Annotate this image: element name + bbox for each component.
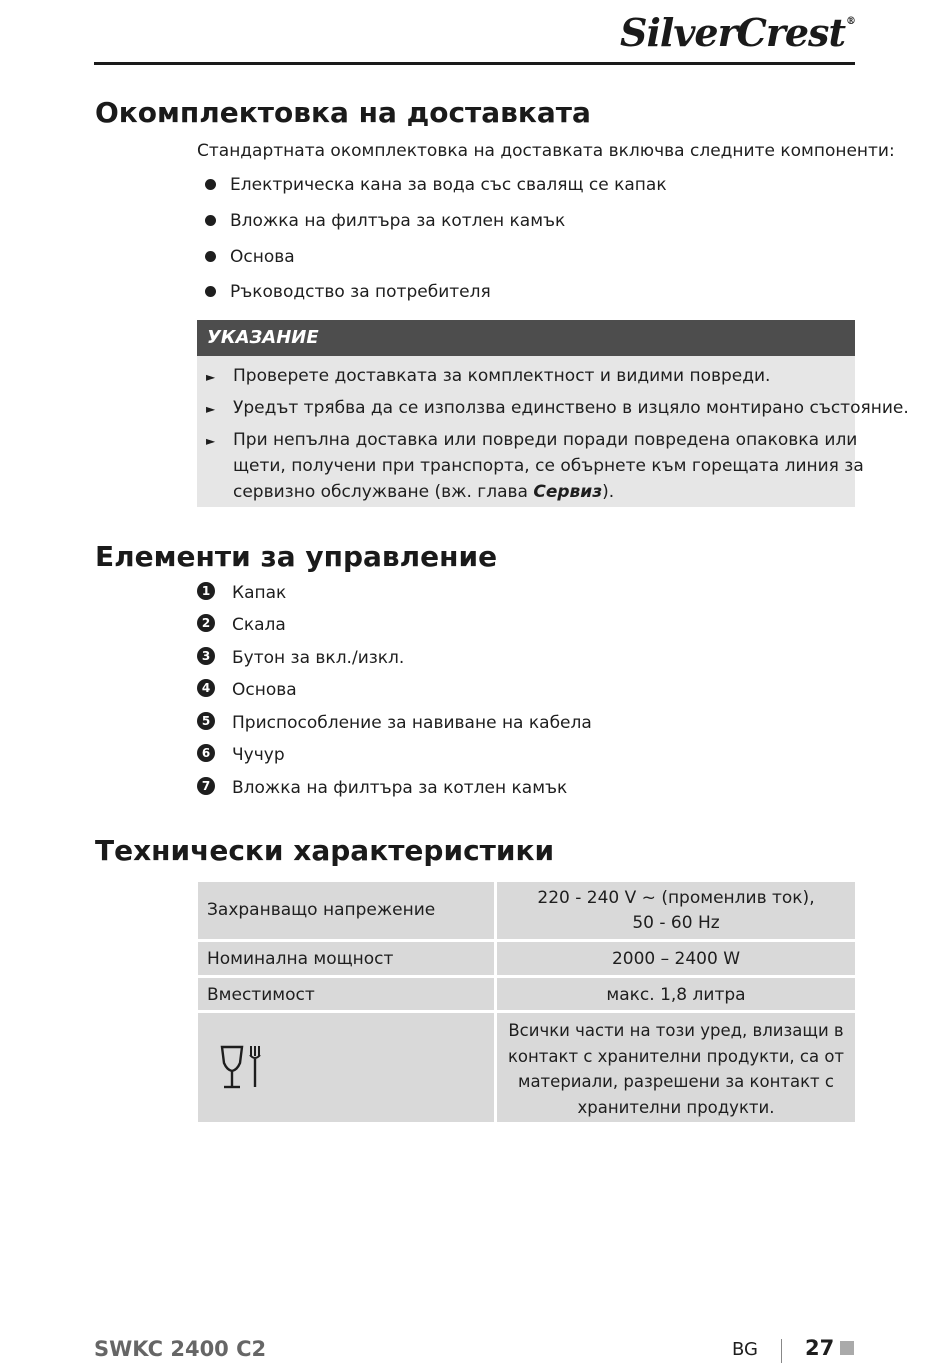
table-cell-value: 220 - 240 V ~ (променлив ток), 50 - 60 Hz — [497, 882, 855, 939]
table-cell-value: Всички части на този уред, влизащи в контакт с хранителни продукти, са от материали, разрешени за контакт с хранителни продукти. — [497, 1013, 855, 1122]
list-item: 1 Капак — [197, 583, 286, 603]
number-badge: 1 — [197, 582, 215, 600]
number-badge: 4 — [197, 679, 215, 697]
note-item-text: При непълна доставка или повреди поради повредена опаковка или щети, получени при транспорта, се обърнете към горещата линия за сервизно обслужване (вж. глава Сервиз). — [233, 430, 864, 502]
table-cell-label: Номинална мощност — [198, 942, 494, 975]
list-item: 7 Вложка на филтъра за котлен камък — [197, 778, 567, 798]
table-cell-value: 2000 – 2400 W — [497, 942, 855, 975]
food-safe-icon — [218, 1043, 268, 1093]
section-title-specs: Технически характеристики — [95, 834, 555, 867]
table-cell-value: макс. 1,8 литра — [497, 978, 855, 1010]
bullet-icon — [205, 215, 216, 226]
note-item — [206, 395, 215, 422]
note-item-text: Проверете доставката за комплектност и видими повреди. — [233, 366, 771, 386]
list-item: Основа — [205, 247, 295, 267]
number-badge: 6 — [197, 744, 215, 762]
bullet-icon — [205, 179, 216, 190]
page-square-icon — [840, 1341, 854, 1355]
section-title-controls: Елементи за управление — [95, 540, 498, 573]
contents-intro: Стандартната окомплектовка на доставката включва следните компоненти: — [197, 141, 895, 161]
list-item: 5 Приспособление за навиване на кабела — [197, 713, 592, 733]
bullet-icon — [205, 286, 216, 297]
list-item: 4 Основа — [197, 680, 297, 700]
arrow-right-icon: ► — [206, 402, 216, 416]
note-item — [206, 363, 215, 390]
page-number: 27 — [805, 1336, 835, 1360]
arrow-right-icon: ► — [206, 370, 216, 384]
list-item: Вложка на филтъра за котлен камък — [205, 211, 565, 231]
section-title-contents: Окомплектовка на доставката — [95, 96, 591, 129]
note-item — [206, 427, 215, 454]
list-item: 6 Чучур — [197, 745, 285, 765]
note-title: УКАЗАНИЕ — [197, 320, 855, 356]
footer-language: BG — [732, 1339, 758, 1360]
table-cell-label: Захранващо напрежение — [198, 882, 494, 939]
list-item: Електрическа кана за вода със свалящ се капак — [205, 175, 667, 195]
number-badge: 5 — [197, 712, 215, 730]
note-item-text: Уредът трябва да се използва единствено в изцяло монтирано състояние. — [233, 398, 909, 418]
number-badge: 7 — [197, 777, 215, 795]
list-item: Ръководство за потребителя — [205, 282, 491, 302]
table-cell-label: Вместимост — [198, 978, 494, 1010]
service-chapter-ref: Сервиз — [533, 482, 603, 502]
table-cell-icon — [198, 1013, 494, 1122]
list-item: 3 Бутон за вкл./изкл. — [197, 648, 404, 668]
arrow-right-icon: ► — [206, 434, 216, 448]
header-rule — [94, 62, 855, 65]
list-item: 2 Скала — [197, 615, 286, 635]
number-badge: 2 — [197, 614, 215, 632]
bullet-icon — [205, 251, 216, 262]
silvercrest-logo: SilverCrest® — [620, 10, 855, 55]
footer-model: SWKC 2400 C2 — [94, 1337, 267, 1361]
number-badge: 3 — [197, 647, 215, 665]
footer-separator — [781, 1339, 782, 1363]
